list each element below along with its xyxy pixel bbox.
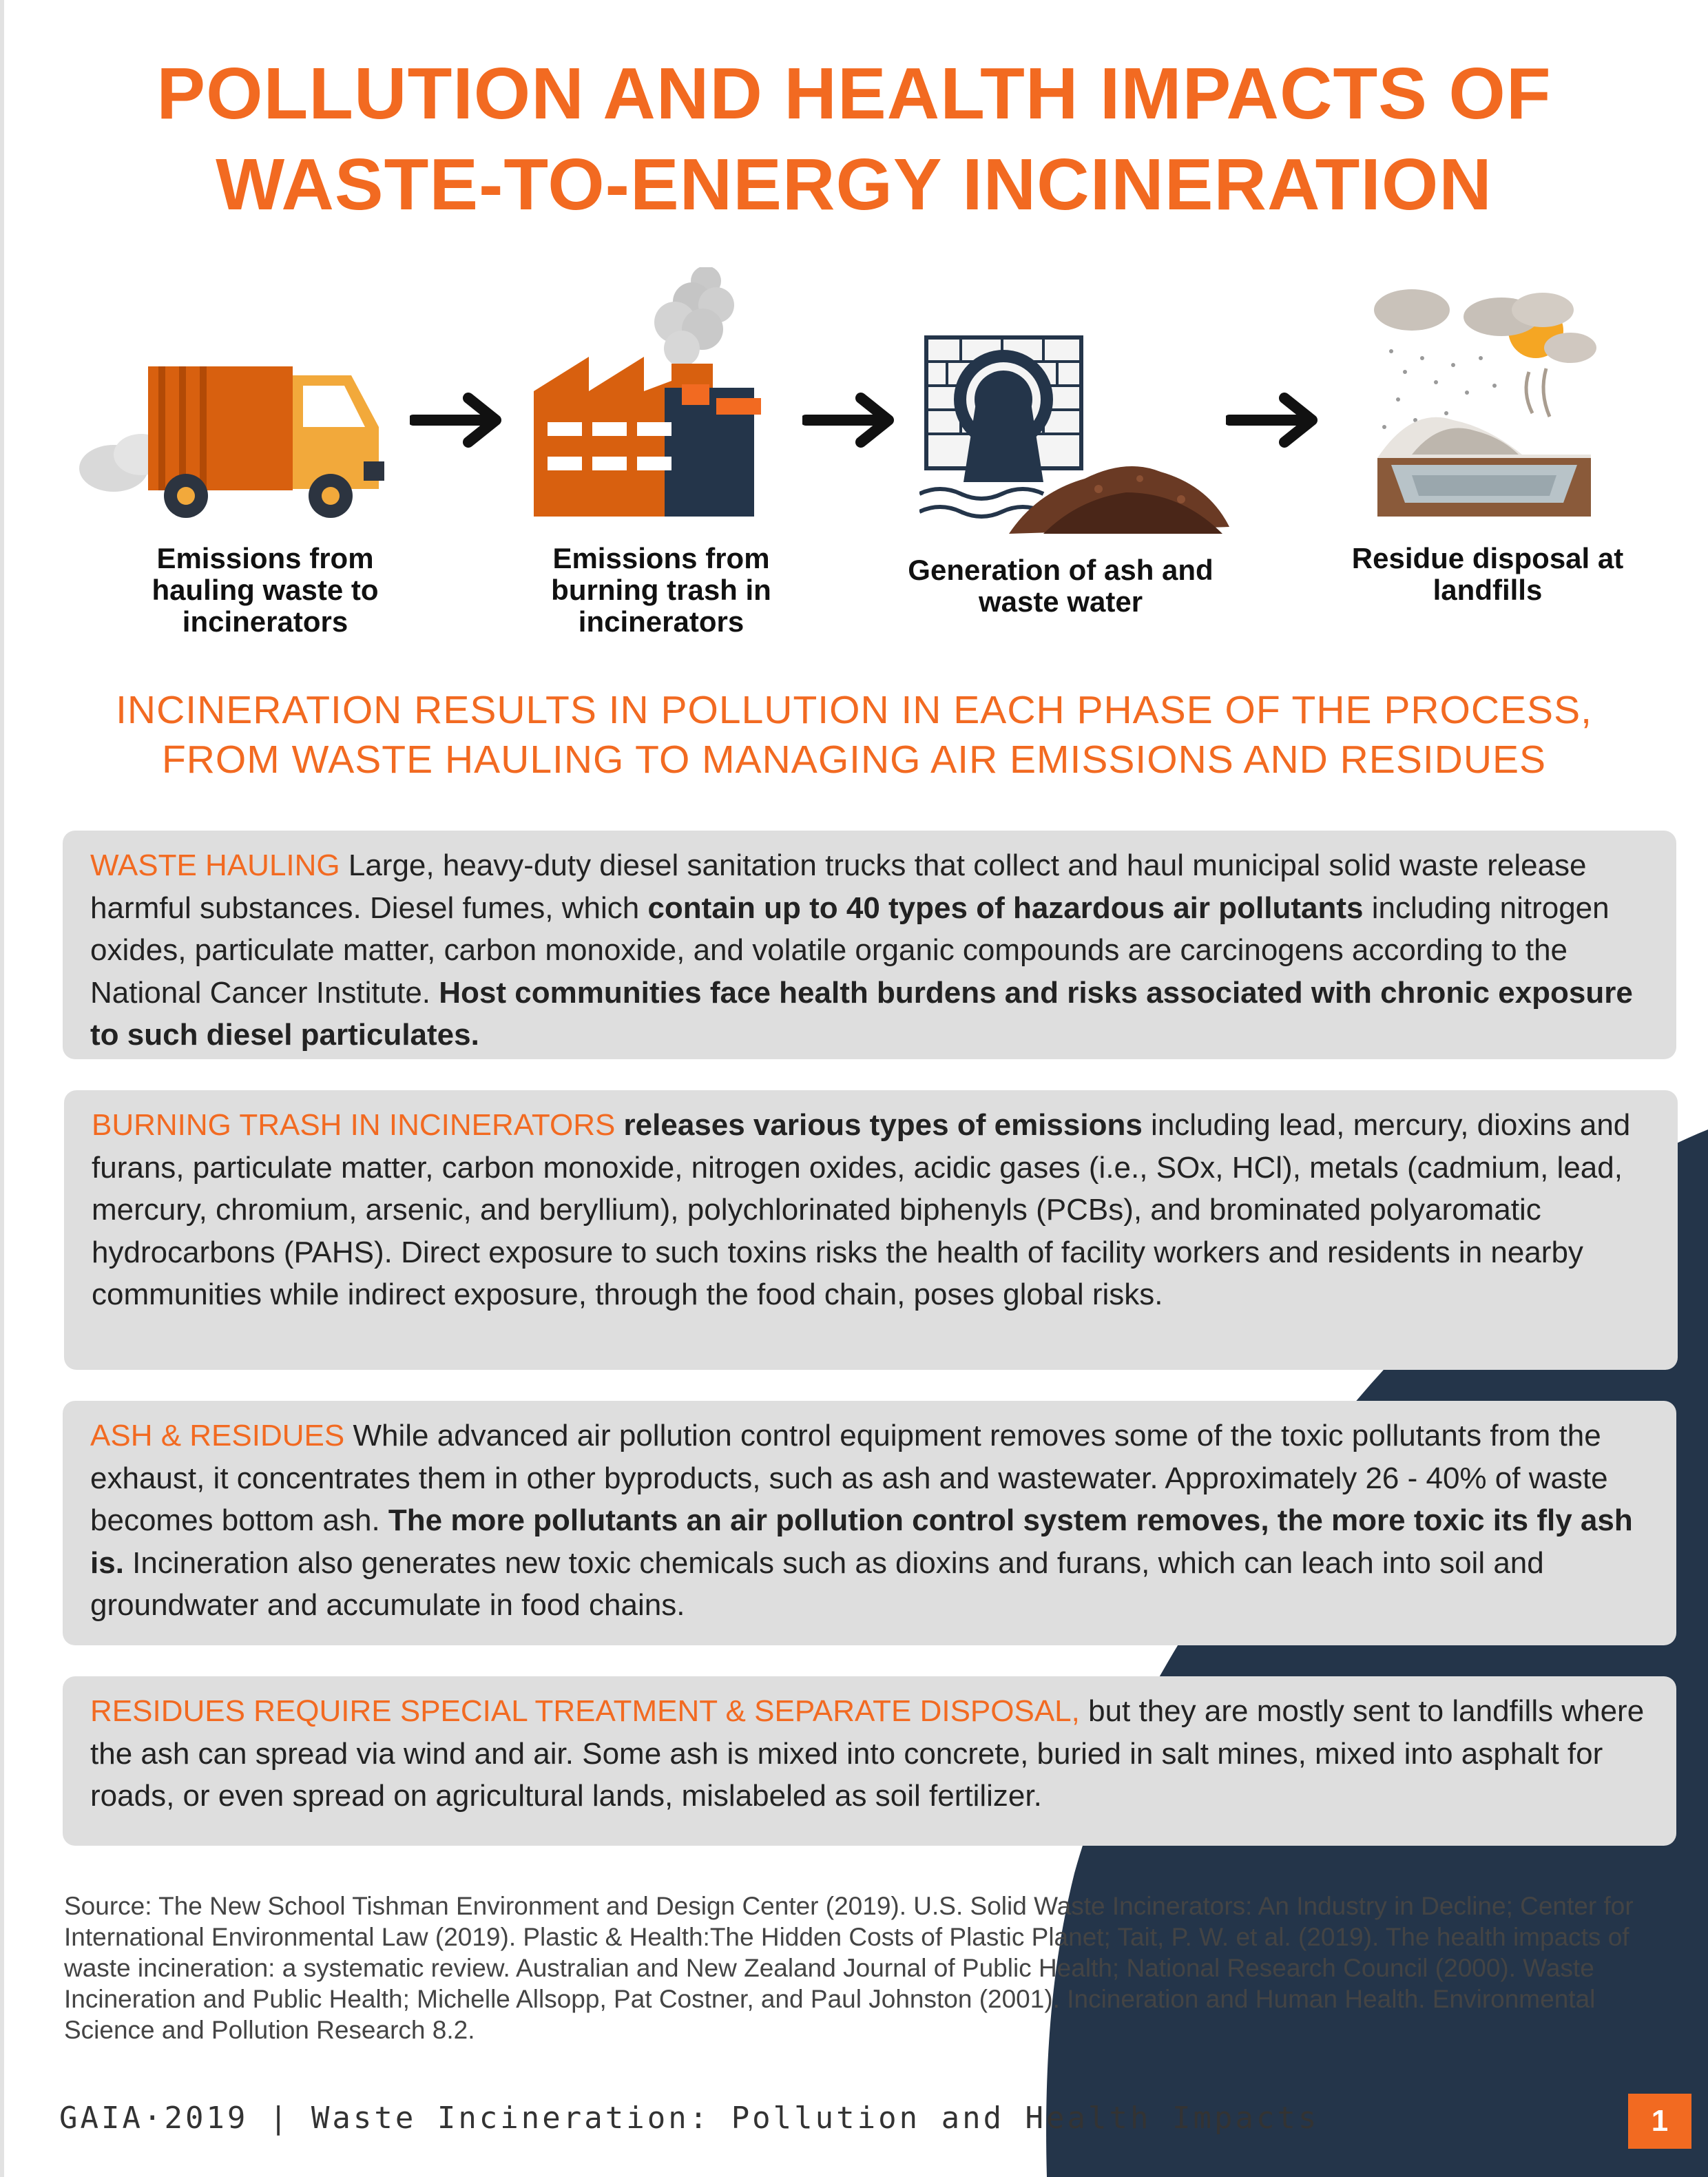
footer-text: GAIA·2019 | Waste Incineration: Pollution and Health Impacts xyxy=(59,2101,1320,2136)
section-text: Incineration also generates new toxic chemicals such as dioxins and furans, which can leach into soil and groundwater and accumulate in food chains. xyxy=(90,1545,1544,1622)
truck-icon xyxy=(76,358,393,523)
section-bold-text: Host communities face health burdens and risks associated with chronic exposure to such diesel particulates. xyxy=(90,975,1633,1052)
step-label-ash: Generation of ash and waste water xyxy=(908,554,1214,618)
page-number-badge: 1 xyxy=(1628,2094,1691,2149)
ash-pipe-icon xyxy=(919,334,1236,534)
arrow-right-icon xyxy=(1226,393,1322,448)
section-text: including lead, mercury, dioxins and furans, particulate matter, carbon monoxide, nitrogen oxides, acidic gases (i.e., SOx, HCl), metals (cadmium, lead, mercury, chromium, arsenic, and beryllium), polychlorinated biphenyls (PCBs), and brominated polyaromatic hydrocarbons (PAHS). Direct exposure to such toxins risks the health of facility workers and residents in nearby communities while indirect exposure, through the food chain, poses global risks. xyxy=(92,1108,1631,1311)
residues-treatment-card xyxy=(63,1676,1676,1846)
ash-residues-card xyxy=(63,1401,1676,1645)
step-label-landfill: Residue disposal at landfills xyxy=(1351,542,1624,606)
page-title xyxy=(0,48,1708,230)
subtitle-line-2: FROM WASTE HAULING TO MANAGING AIR EMISSIONS AND RESIDUES xyxy=(161,738,1547,782)
section-heading: RESIDUES REQUIRE SPECIAL TREATMENT & SEPARATE DISPOSAL, xyxy=(90,1694,1080,1728)
section-text: but they are mostly sent to landfills where the ash can spread via wind and air. Some ash is mixed into concrete, buried in salt mines, mixed into asphalt for roads, or even spread on agricultural lands, mislabeled as soil fertilizer. xyxy=(90,1694,1645,1813)
subtitle xyxy=(0,685,1708,784)
section-heading: WASTE HAULING xyxy=(90,848,340,882)
arrow-right-icon xyxy=(410,393,506,448)
section-text: While advanced air pollution control equipment removes some of the toxic pollutants from the exhaust, it concentrates them in other byproducts, such as ash and wastewater. Approximately 26 - 40% of waste becomes bottom ash. xyxy=(90,1419,1608,1537)
section-bold-text: contain up to 40 types of hazardous air pollutants xyxy=(647,890,1364,925)
step-label-burning: Emissions from burning trash in incinerators xyxy=(551,542,771,638)
section-bold-text: releases various types of emissions xyxy=(615,1108,1143,1142)
landfill-icon xyxy=(1371,282,1598,517)
section-text: Large, heavy-duty diesel sanitation trucks that collect and haul municipal solid waste release harmful substances. Diesel fumes, which xyxy=(90,848,1587,925)
title-line-1: POLLUTION AND HEALTH IMPACTS OF xyxy=(156,53,1552,134)
factory-icon xyxy=(534,267,775,517)
section-bold-text: The more pollutants an air pollution control system removes, the more toxic its fly ash is. xyxy=(90,1503,1633,1580)
section-heading: BURNING TRASH IN INCINERATORS xyxy=(92,1108,616,1142)
section-text: including nitrogen oxides, particulate matter, carbon monoxide, and volatile organic compounds are carcinogens according to the National Cancer Institute. xyxy=(90,890,1610,1010)
title-line-2: WASTE-TO-ENERGY INCINERATION xyxy=(216,144,1492,225)
section-heading: ASH & RESIDUES xyxy=(90,1419,345,1452)
source-citations: Source: The New School Tishman Environment and Design Center (2019). U.S. Solid Waste Incinerators: An Industry in Decline; Center for International Environmental Law (2019). Plastic & Health:The Hidden Costs of Plastic Planet; Tait, P. W. et al. (2019). The health impacts of waste incineration: a systematic review. Australian and New Zealand Journal of Public Health; National Research Council (2000). Waste Incineration and Public Health; Michelle Allsopp, Pat Costner, and Paul Johnston (2001). Incineration and Human Health. Environmental Science and Pollution Research 8.2. xyxy=(64,1892,1634,2044)
step-label-hauling: Emissions from hauling waste to incinerators xyxy=(152,542,379,638)
waste-hauling-card xyxy=(63,831,1676,1059)
process-steps xyxy=(0,275,1708,661)
arrow-right-icon xyxy=(802,393,899,448)
subtitle-line-1: INCINERATION RESULTS IN POLLUTION IN EACH PHASE OF THE PROCESS, xyxy=(116,688,1592,732)
burning-trash-card xyxy=(64,1090,1678,1370)
